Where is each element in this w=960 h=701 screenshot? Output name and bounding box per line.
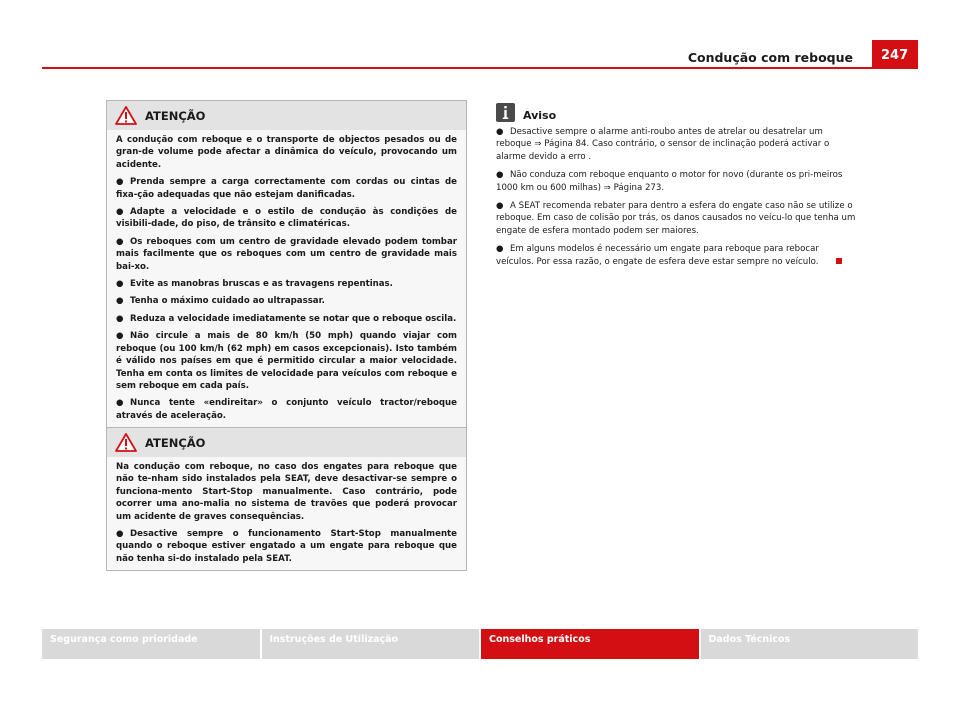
warning-box-1-item: ● Nunca tente «endireitar» o conjunto veículo tractor/reboque através de aceleração.: [116, 398, 457, 421]
header-divider: [42, 67, 918, 69]
footer-tab-seguranca[interactable]: Segurança como prioridade: [42, 629, 260, 659]
warning-box-1: [106, 100, 467, 428]
warning-box-1-item: ● Tenha o máximo cuidado ao ultrapassar.: [116, 296, 325, 307]
warning-box-1-item: ● Adapte a velocidade e o estilo de condução às condições de visibili-dade, do piso, de trânsito e climatéricas.: [116, 207, 457, 230]
footer-tab-conselhos[interactable]: Conselhos práticos: [481, 629, 699, 659]
warning-box-1-item: ● Evite as manobras bruscas e as travagens repentinas.: [116, 279, 393, 290]
warning-box-2-header: [107, 428, 466, 457]
notice-body: [496, 126, 856, 268]
notice-item: ● A SEAT recomenda rebater para dentro a esfera do engate caso não se utilize o reboque. Em caso de colisão por trás, os danos causados no veícu-lo que tenha um engate de esfera montado podem ser maiores.: [496, 201, 856, 236]
warning-triangle-icon: [115, 106, 137, 125]
warning-box-1-item: ● Os reboques com um centro de gravidade elevado podem tombar mais facilmente que os reboques com um centro de gravidade mais bai-xo.: [116, 236, 457, 272]
warning-box-1-heading: ATENÇÃO: [145, 108, 206, 123]
warning-box-2-intro: Na condução com reboque, no caso dos engates para reboque que não te-nham sido instalados pela SEAT, deve desactivar-se sempre o funciona-mento Start-Stop manualmente. Caso contrário, pode ocorrer uma ano-malia no sistema de travões que poderá provocar um acidente de graves consequências.: [116, 462, 457, 522]
warning-box-1-item: ● Prenda sempre a carga correctamente com cordas ou cintas de fixa-ção adequadas que não estejam danificadas.: [116, 177, 457, 200]
warning-box-2-heading: ATENÇÃO: [145, 435, 206, 450]
notice-item: ● Em alguns modelos é necessário um engate para reboque para rebocar veículos. Por essa razão, o engate de esfera deve estar sempre no veículo.: [496, 243, 856, 268]
notice-header: [496, 100, 856, 122]
footer-tab-dados[interactable]: Dados Técnicos: [701, 629, 919, 659]
warning-box-1-item: ● Reduza a velocidade imediatamente se notar que o reboque oscila.: [116, 313, 457, 324]
footer-tab-instrucoes[interactable]: Instruções de Utilização: [262, 629, 480, 659]
warning-box-2-item: ● Desactive sempre o funcionamento Start-Stop manualmente quando o reboque estiver engatado a um engate para reboque que não tenha si-do instalado pela SEAT.: [116, 529, 457, 564]
section-end-marker: [836, 258, 842, 264]
page-number: 247: [872, 40, 918, 68]
notice-item: ● Desactive sempre o alarme anti-roubo antes de atrelar ou desatrelar um reboque ⇒ Página 84. Caso contrário, o sensor de inclinação poderá activar o alarme devido a erro .: [496, 127, 830, 162]
warning-triangle-icon: [115, 433, 137, 452]
warning-box-1-header: [107, 101, 466, 130]
warning-box-2: [106, 427, 467, 571]
notice-item: ● Não conduza com reboque enquanto o motor for novo (durante os pri-meiros 1000 km ou 600 milhas) ⇒ Página 273.: [496, 170, 843, 193]
warning-box-1-intro: A condução com reboque e o transporte de objectos pesados ou de gran-de volume pode afectar a dinâmica do veículo, provocando um acidente.: [116, 135, 457, 170]
warning-box-1-item: ● Não circule a mais de 80 km/h (50 mph) quando viajar com reboque (ou 100 km/h (62 mph) em casos excepcionais). Isto também é válido nos países em que é permitido circular a maior velocidade. Tenha em conta os limites de velocidade para veículos com reboque e sem reboque em cada país.: [116, 331, 457, 391]
warning-box-1-body: [107, 130, 466, 427]
info-note-icon: [496, 103, 515, 122]
notice-section: [496, 100, 856, 274]
page-header-title: Condução com reboque: [687, 50, 853, 65]
notice-heading: Aviso: [523, 109, 557, 122]
warning-box-2-body: [107, 457, 466, 570]
footer-nav: [42, 629, 918, 659]
